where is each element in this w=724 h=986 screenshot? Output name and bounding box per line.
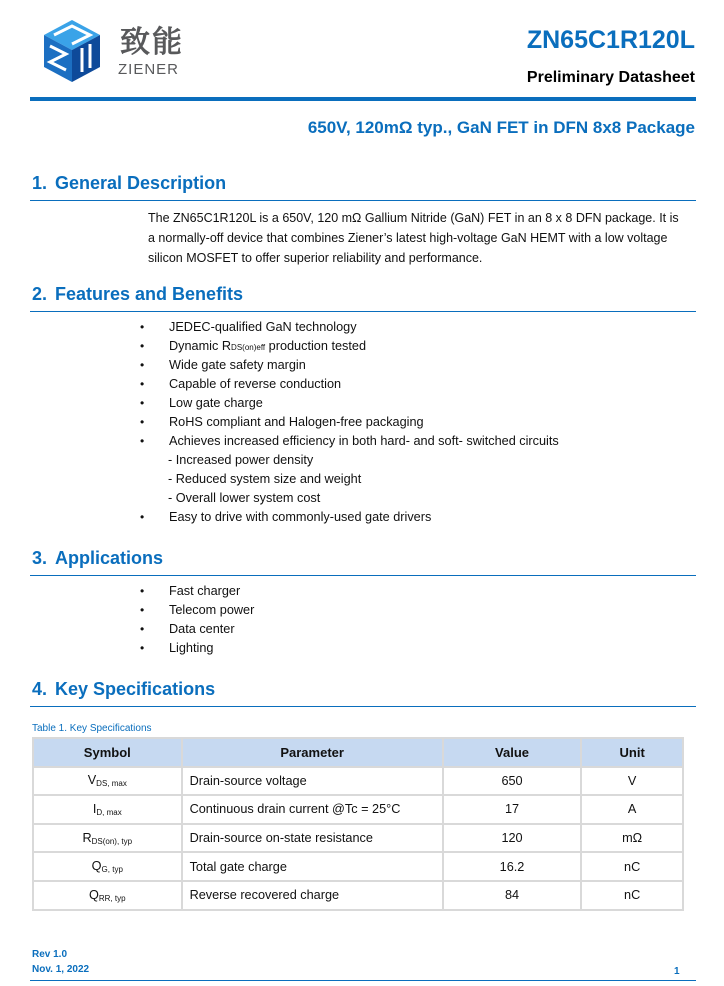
symbol-cell	[33, 795, 182, 824]
table-row	[33, 824, 683, 853]
symbol-subscript: DS, max	[96, 779, 127, 789]
section-number: 3.	[32, 548, 48, 568]
feature-subitem: - Increased power density	[168, 453, 314, 467]
feature-subitem: - Reduced system size and weight	[168, 472, 362, 486]
symbol-text: Q	[91, 859, 102, 874]
footer-divider	[30, 980, 696, 981]
feature-text: production tested	[265, 339, 367, 353]
symbol-text: R	[82, 830, 92, 845]
section-title-text: Key Specifications	[55, 679, 216, 699]
column-header-parameter: Parameter	[182, 738, 443, 767]
unit-cell: A	[581, 795, 683, 824]
column-header-unit: Unit	[581, 738, 683, 767]
logo-english-text: ZIENER	[118, 61, 180, 78]
header-divider	[30, 97, 696, 101]
section-title-text: Features and Benefits	[55, 284, 244, 304]
section-title-text: Applications	[55, 548, 164, 568]
section-divider	[30, 311, 696, 312]
page-number: 1	[674, 966, 680, 977]
value-cell: 84	[443, 881, 582, 910]
table-row	[33, 795, 683, 824]
ziener-cube-logo-icon	[44, 20, 100, 82]
unit-cell: V	[581, 767, 683, 796]
section-heading-applications	[32, 549, 163, 567]
symbol-cell	[33, 824, 182, 853]
section-number: 1.	[32, 173, 48, 193]
table-row	[33, 881, 683, 910]
parameter-cell: Drain-source voltage	[182, 767, 443, 796]
feature-item	[140, 337, 559, 356]
symbol-text: Q	[89, 887, 99, 902]
value-cell: 17	[443, 795, 582, 824]
feature-item: • Achieves increased efficiency in both hard- and soft- switched circuits	[140, 432, 559, 451]
section-heading-features	[32, 285, 243, 303]
table-header-row	[33, 738, 683, 767]
parameter-cell: Continuous drain current @Tc = 25°C	[182, 795, 443, 824]
symbol-text: V	[87, 773, 97, 788]
table-row	[33, 852, 683, 881]
symbol-cell	[33, 852, 182, 881]
subscript-text: DS(on)eff	[231, 343, 266, 352]
symbol-subscript: D, max	[96, 807, 122, 817]
column-header-symbol: Symbol	[33, 738, 182, 767]
value-cell: 120	[443, 824, 582, 853]
section-divider	[30, 706, 696, 707]
table-row	[33, 767, 683, 796]
table-caption: Table 1. Key Specifications	[32, 723, 152, 734]
symbol-subscript: G, typ	[101, 865, 123, 875]
parameter-cell: Reverse recovered charge	[182, 881, 443, 910]
features-list	[140, 318, 559, 527]
section-divider	[30, 575, 696, 576]
feature-item: • Capable of reverse conduction	[140, 375, 559, 394]
section-number: 4.	[32, 679, 48, 699]
section-divider	[30, 200, 696, 201]
logo-chinese-text: 致能	[120, 25, 184, 60]
unit-cell: nC	[581, 852, 683, 881]
application-item: • Data center	[140, 620, 254, 639]
section-number: 2.	[32, 284, 48, 304]
value-cell: 16.2	[443, 852, 582, 881]
feature-item: • Easy to drive with commonly-used gate drivers	[140, 508, 559, 527]
application-item: • Fast charger	[140, 582, 254, 601]
feature-item: • Low gate charge	[140, 394, 559, 413]
feature-subitem: - Overall lower system cost	[168, 491, 321, 505]
column-header-value: Value	[443, 738, 582, 767]
unit-cell: mΩ	[581, 824, 683, 853]
part-number-title: ZN65C1R120L	[526, 26, 695, 54]
general-description-text: The ZN65C1R120L is a 650V, 120 mΩ Gallium Nitride (GaN) FET in an 8 x 8 DFN package. It is a normally-off device that combines Ziener’s latest high-voltage GaN HEMT with a low voltage silicon MOSFET to offer superior reliability and performance.	[148, 211, 679, 265]
feature-item: • RoHS compliant and Halogen-free packaging	[140, 413, 559, 432]
product-subtitle: 650V, 120mΩ typ., GaN FET in DFN 8x8 Package	[307, 118, 695, 137]
application-item: • Telecom power	[140, 601, 254, 620]
applications-list	[140, 582, 254, 658]
symbol-cell	[33, 881, 182, 910]
revision-label: Rev 1.0	[32, 949, 68, 960]
feature-text: Dynamic R	[169, 339, 232, 353]
symbol-subscript: DS(on), typ	[91, 836, 133, 846]
symbol-cell	[33, 767, 182, 796]
revision-date: Nov. 1, 2022	[32, 964, 90, 975]
feature-item: • JEDEC-qualified GaN technology	[140, 318, 559, 337]
datasheet-type: Preliminary Datasheet	[526, 69, 695, 86]
section-heading-key-specifications	[32, 680, 215, 698]
section-title-text: General Description	[55, 173, 227, 193]
feature-item: • Wide gate safety margin	[140, 356, 559, 375]
parameter-cell: Drain-source on-state resistance	[182, 824, 443, 853]
symbol-subscript: RR, typ	[98, 893, 126, 903]
section-heading-general-description	[32, 174, 226, 192]
symbol-text: I	[92, 801, 97, 816]
value-cell: 650	[443, 767, 582, 796]
application-item: • Lighting	[140, 639, 254, 658]
unit-cell: nC	[581, 881, 683, 910]
parameter-cell: Total gate charge	[182, 852, 443, 881]
key-specifications-table	[32, 737, 684, 911]
